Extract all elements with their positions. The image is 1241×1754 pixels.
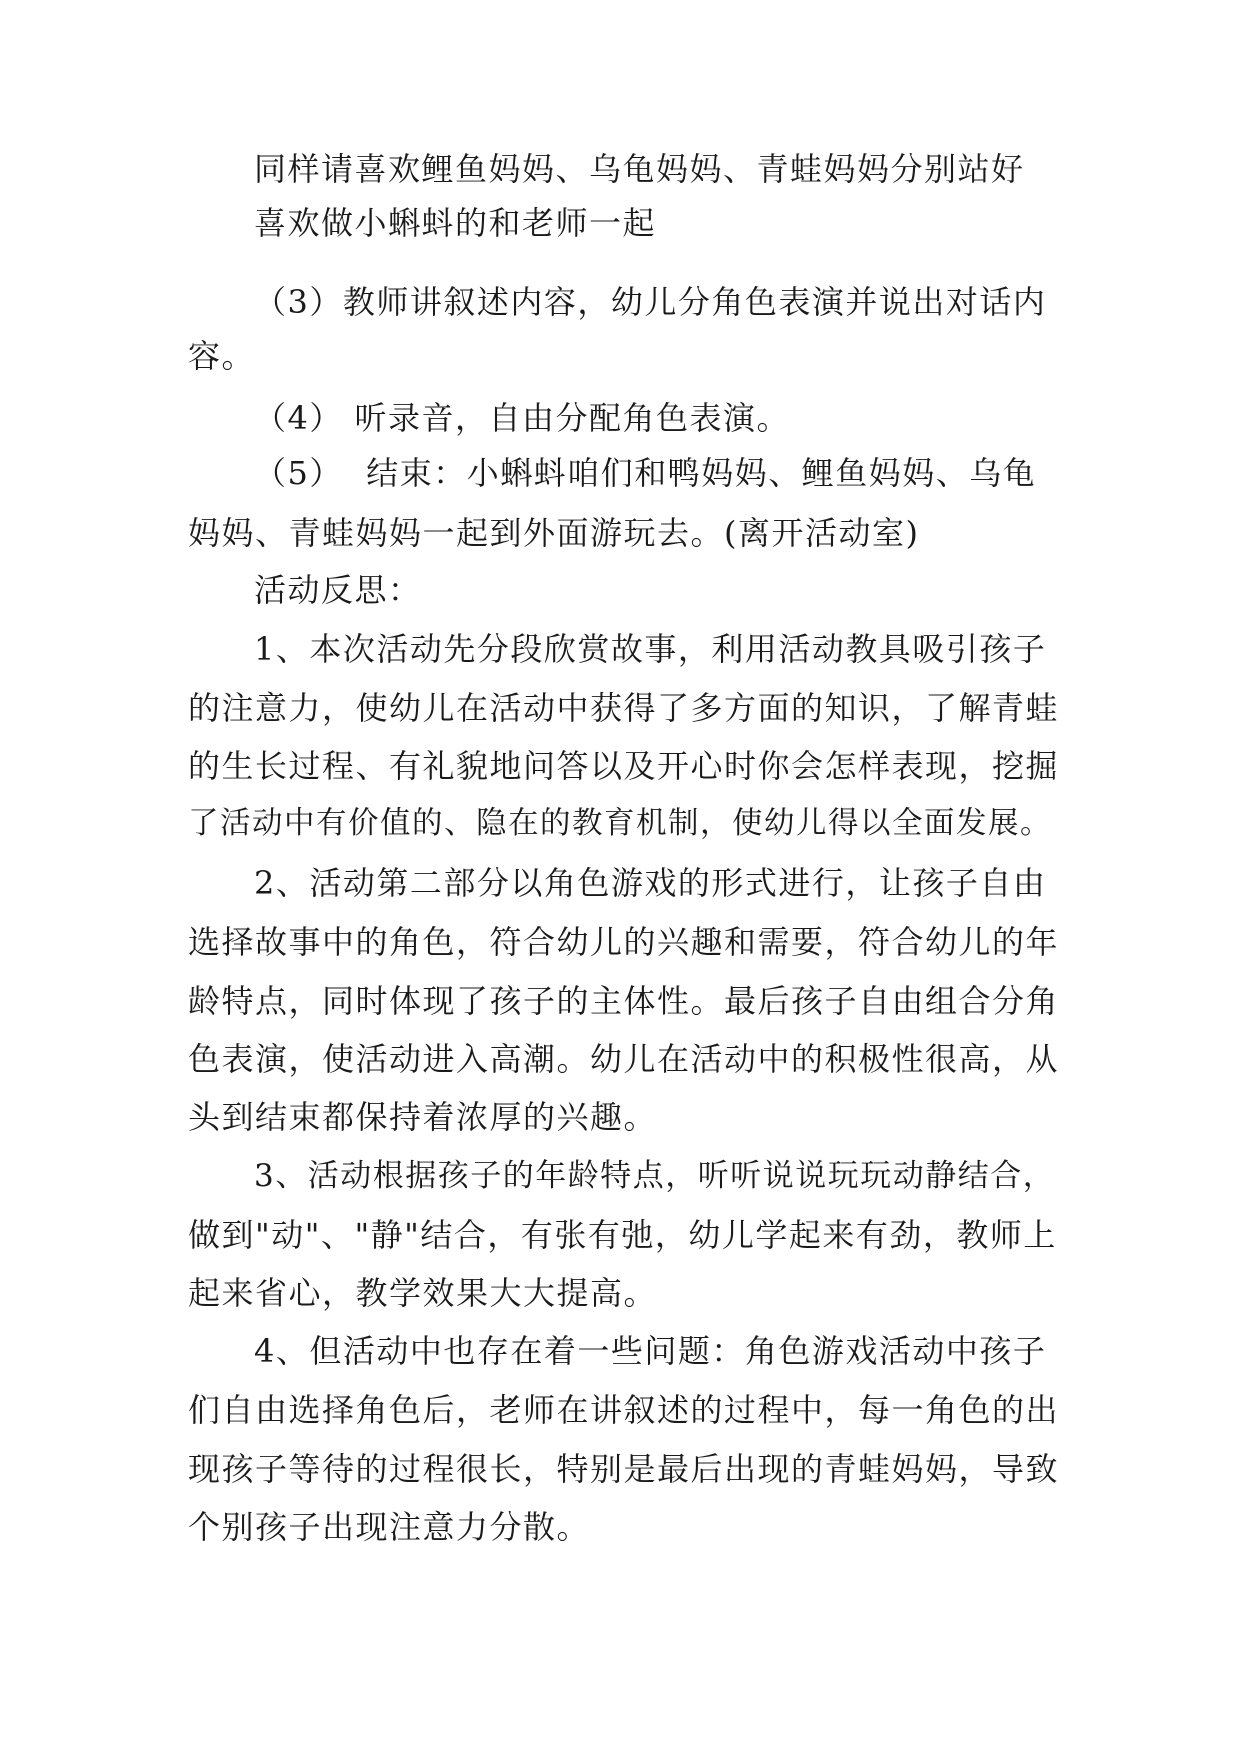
text-line: 起来省心，教学效果大大提高。 (188, 1274, 658, 1312)
text-line: 3、活动根据孩子的年龄特点，听听说说玩玩动静结合， (254, 1158, 1056, 1194)
text-line: 们自由选择角色后，老师在讲叙述的过程中，每一角色的出 (188, 1391, 1060, 1429)
text-line: 做到"动"、"静"结合，有张有弛，幼儿学起来有劲，教师上 (188, 1216, 1057, 1254)
text-line: 龄特点，同时体现了孩子的主体性。最后孩子自由组合分角 (188, 982, 1060, 1020)
text-line: 喜欢做小蝌蚪的和老师一起 (254, 204, 657, 242)
text-line: 选择故事中的角色，符合幼儿的兴趣和需要，符合幼儿的年 (188, 923, 1060, 961)
text-line: 活动反思： (254, 571, 422, 609)
text-line: 容。 (188, 337, 256, 375)
text-line: （5） 结束：小蝌蚪咱们和鸭妈妈、鲤鱼妈妈、乌龟 (254, 454, 1037, 492)
text-line: 的生长过程、有礼貌地问答以及开心时你会怎样表现，挖掘 (188, 747, 1060, 785)
text-line: 色表演，使活动进入高潮。幼儿在活动中的积极性很高，从 (188, 1040, 1060, 1078)
text-line: （4） 听录音，自由分配角色表演。 (254, 399, 791, 437)
text-line: 1、本次活动先分段欣赏故事，利用活动教具吸引孩子 (254, 630, 1047, 668)
text-line: 了活动中有价值的、隐在的教育机制，使幼儿得以全面发展。 (188, 806, 1052, 841)
text-line: 现孩子等待的过程很长，特别是最后出现的青蛙妈妈，导致 (188, 1450, 1060, 1488)
text-line: 头到结束都保持着浓厚的兴趣。 (188, 1098, 658, 1136)
text-line: 的注意力，使幼儿在活动中获得了多方面的知识，了解青蛙 (188, 689, 1060, 727)
text-line: 4、但活动中也存在着一些问题：角色游戏活动中孩子 (254, 1332, 1047, 1370)
text-line: 2、活动第二部分以角色游戏的形式进行，让孩子自由 (254, 864, 1047, 902)
text-line: 同样请喜欢鲤鱼妈妈、乌龟妈妈、青蛙妈妈分别站好 (254, 150, 1025, 188)
text-line: 个别孩子出现注意力分散。 (188, 1508, 591, 1546)
text-line: （3）教师讲叙述内容，幼儿分角色表演并说出对话内 (254, 283, 1047, 321)
text-line: 妈妈、青蛙妈妈一起到外面游玩去。(离开活动室) (188, 514, 920, 552)
